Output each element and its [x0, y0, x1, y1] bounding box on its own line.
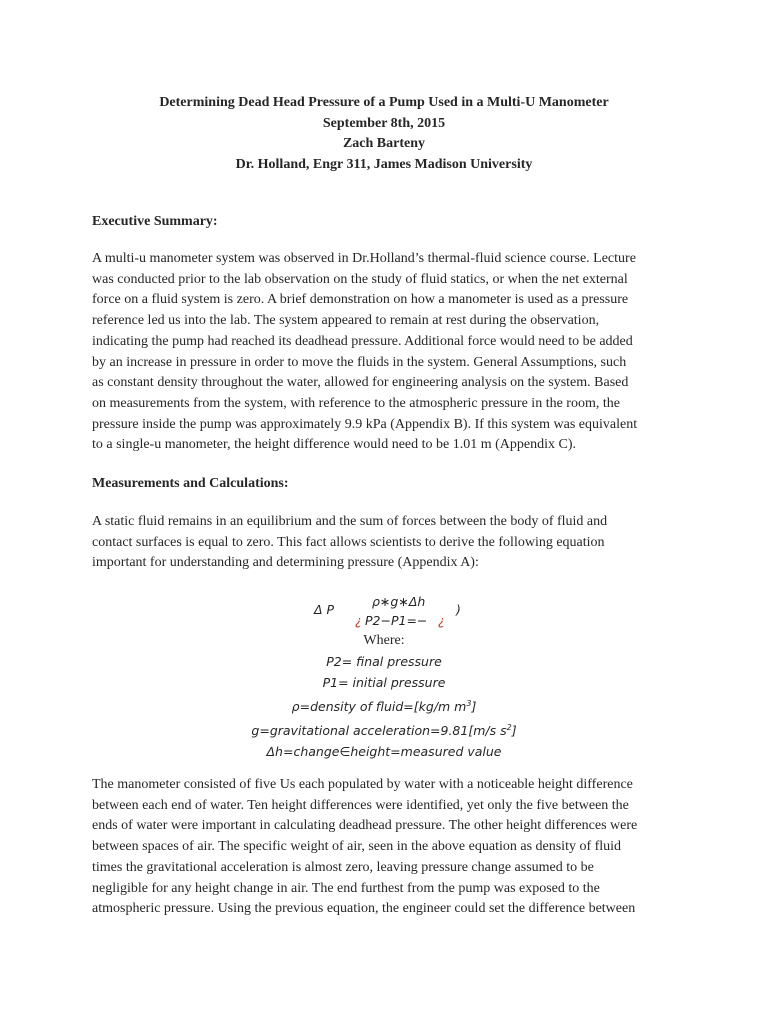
document-title: Determining Dead Head Pressure of a Pump Used in a Multi-U Manometer [159, 95, 609, 110]
paragraph-line: to a single-u manometer, the height difference would need to be 1.01 m (Appendix C). [92, 437, 576, 453]
paragraph-line: times the gravitational acceleration is almost zero, leaving pressure change assumed to be [92, 859, 594, 875]
definition-density [0, 693, 768, 717]
paragraph-line: contact surfaces is equal to zero. This fact allows scientists to derive the following equation [92, 534, 605, 550]
density-exponent: 3 [466, 699, 472, 708]
discussion-paragraph [92, 775, 637, 920]
paragraph-line: between each end of water. Ten height differences were identified, yet only the five between the [92, 797, 629, 813]
paragraph-line: pressure inside the pump was approximately 9.9 kPa (Appendix B). If this system was equivalent [92, 416, 638, 432]
paragraph-line: negligible for any height change in air. The end furthest from the pump was exposed to the [92, 880, 600, 896]
where-label: Where: [363, 633, 405, 648]
equation-right-glyph: ¿ [438, 613, 445, 628]
paragraph-line: A static fluid remains in an equilibrium and the sum of forces between the body of fluid and [92, 514, 608, 529]
paragraph-line: The manometer consisted of five Us each populated by water with a noticeable height difference [92, 777, 633, 792]
definition-p1: P1= initial pressure [322, 675, 446, 690]
gravity-bracket: ] [511, 723, 517, 738]
definition-p2: P2= final pressure [326, 654, 442, 669]
paragraph-line: by an increase in pressure in order to move the fluids in the system. General Assumptions, such [92, 354, 627, 370]
paragraph-line: important for understanding and determining pressure (Appendix A): [92, 555, 479, 571]
paragraph-line: indicating the pump had reached its deadhead pressure. Additional force would need to be added [92, 333, 633, 349]
paragraph-line: as constant density throughout the water, allowed for engineering analysis on the system. Based [92, 375, 629, 391]
density-text: ρ=density of fluid=[kg/m m [291, 699, 467, 714]
document-date: September 8th, 2015 [322, 115, 446, 131]
paragraph-line: A multi-u manometer system was observed in Dr.Holland’s thermal-fluid science course. Lecture [92, 251, 636, 266]
paragraph-line: ends of water were important in calculating deadhead pressure. The other height differences were [92, 818, 638, 834]
variable-definitions [0, 630, 768, 762]
equation-close-paren: ) [456, 602, 461, 617]
equation-delta-p: Δ P [314, 602, 335, 617]
document-author: Zach Barteny [342, 136, 426, 151]
title-block [0, 93, 768, 175]
paragraph-line: between spaces of air. The specific weight of air, seen in the above equation as density of fluid [92, 839, 622, 855]
paragraph-line: on measurements from the system, with reference to the atmospheric pressure in the room, the [92, 395, 620, 411]
measurements-heading: Measurements and Calculations: [92, 476, 289, 491]
executive-summary-paragraph [92, 249, 637, 456]
definition-gravity [0, 717, 768, 741]
gravity-exponent: 2 [506, 723, 512, 732]
paragraph-line: force on a fluid system is zero. A brief demonstration on how a manometer is used as a pressure [92, 292, 629, 308]
equation-left-glyph: ¿ [355, 613, 362, 628]
executive-summary-heading: Executive Summary: [92, 214, 218, 229]
equation-numerator: ρ∗g∗Δh [372, 594, 426, 609]
paragraph-line: was conducted prior to the lab observation on the study of fluid statics, or when the net external [92, 271, 628, 287]
definition-height: Δh=change∈height=measured value [266, 744, 502, 759]
paragraph-line: reference led us into the lab. The system appeared to remain at rest during the observation, [92, 313, 600, 329]
measurements-paragraph [92, 512, 607, 574]
document-course: Dr. Holland, Engr 311, James Madison University [235, 156, 533, 172]
density-bracket: ] [471, 699, 477, 714]
gravity-text: g=gravitational acceleration=9.81[m/s s [251, 723, 507, 738]
paragraph-line: atmospheric pressure. Using the previous equation, the engineer could set the difference between [92, 901, 636, 917]
equation-difference: P2−P1=− [365, 613, 428, 628]
